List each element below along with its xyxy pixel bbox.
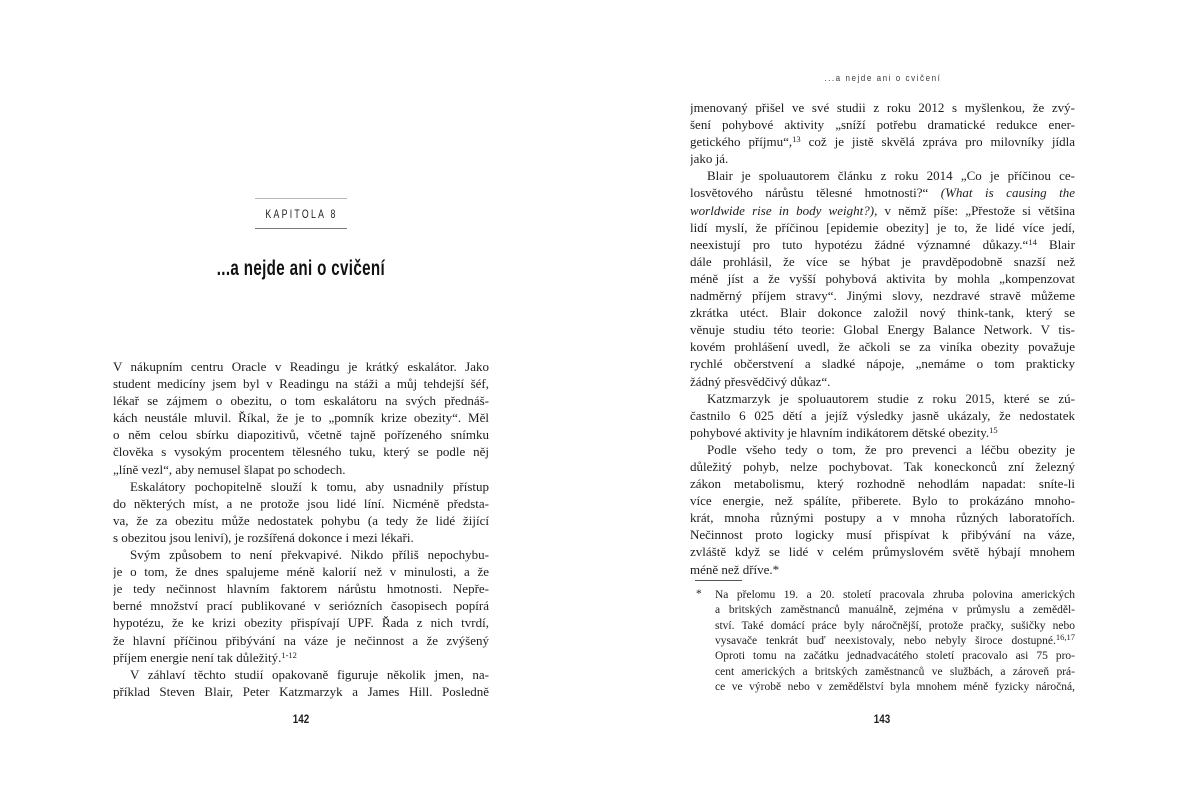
text-line: že hlavní příčinou přibývání na váze je nečinnost a že zvýšený xyxy=(113,632,489,648)
text-line: žádný přesvědčivý důkaz“. xyxy=(690,373,831,389)
running-header: ...a nejde ani o cvičení xyxy=(823,73,942,84)
text-line: dále prohlásil, že více se hýbat je pravděpodobně snazší než xyxy=(690,253,1075,269)
text-line: lidí myslí, že příčinou [epidemie obezity] je to, že lidé více jedí, xyxy=(690,219,1075,235)
text-line: Eskalátory pochopitelně slouží k tomu, aby usnadnily přístup xyxy=(130,478,489,494)
text-line: kách neustále mluvil. Říkal, že je to „pomník krize obezity“. Měl xyxy=(113,410,489,426)
left-page xyxy=(113,0,489,800)
text-line: Na přelomu 19. a 20. století pracovala zhruba polovina amerických xyxy=(715,589,1075,601)
text-line: zkrátka utéct. Blair dokonce založil nový think-tank, který se xyxy=(690,305,1075,321)
text-line: berné množství prací publikované v seriózních časopisech popírá xyxy=(113,598,489,614)
text-line: Katzmarzyk je spoluautorem studie z roku 2015, které se zú- xyxy=(707,390,1075,406)
page-number-left: 142 xyxy=(292,712,310,726)
page-number-right-wrap xyxy=(690,710,1075,728)
text-line: nadměrný příjem stravy“. Jinými slovy, nezdravé stravě můžeme xyxy=(690,288,1075,304)
text-line: o něm celou sbírku diapozitivů, včetně tajně pořízeného snímku xyxy=(113,427,489,443)
page-number-left-wrap xyxy=(113,710,489,728)
chapter-kicker-label-wrap xyxy=(113,199,489,228)
footnote-marker: * xyxy=(696,588,702,600)
text-line: příklad Steven Blair, Peter Katzmarzyk a James Hill. Posledně xyxy=(113,683,489,699)
text-line: va, že za obezitu může nedostatek pohybu (a tedy že lidé žijící xyxy=(113,512,489,528)
text-line: Blair je spoluautorem článku z roku 2014 „Co je příčinou ce- xyxy=(707,168,1075,184)
text-line: pohybové aktivity je hlavním indikátorem dětské obezity.$^{15}$ xyxy=(690,424,998,440)
text-line: důležitý pohyb, nelze pochybovat. Tak koneckonců zní železný xyxy=(690,458,1075,474)
text-line: V nákupním centru Oracle v Readingu je krátký eskalátor. Jako xyxy=(113,359,489,374)
text-line: věnuje studiu této teorie: Global Energy Balance Network. V tis- xyxy=(690,322,1075,338)
text-line: ce ve výrobě nebo v zemědělství byla mnohem méně fyzicky náročná, xyxy=(715,680,1075,693)
text-line: méně jíst a že vyšší pohybová aktivita by mohla „kompenzovat xyxy=(690,270,1075,286)
footnote-rule xyxy=(695,580,742,581)
text-line: méně než dříve.* xyxy=(690,561,780,577)
text-line: častnilo 6 025 dětí a jejíž výsledky jasně ukázaly, že nedostatek xyxy=(690,407,1075,423)
text-line: cent amerických a britských zaměstnanců ve službách, a zároveň prá- xyxy=(715,665,1075,678)
text-line: jako já. xyxy=(690,151,729,167)
text-line: Podle všeho tedy o tom, že pro prevenci a léčbu obezity je xyxy=(707,441,1075,457)
left-page-body xyxy=(113,358,489,700)
text-line: lékař se zájmem o obezitu, o tom eskalátoru na svých přednáš- xyxy=(113,393,489,409)
text-line: Nečinnost proto logicky musí přispívat k přibývání na váze, xyxy=(690,527,1075,543)
text-line: losvětového nárůstu tělesné hmotnosti?“ (What is causing the xyxy=(690,185,1075,201)
chapter-title: ...a nejde ani o cvičení xyxy=(216,257,386,280)
text-line: jmenovaný přišel ve své studii z roku 2012 s myšlenkou, že zvý- xyxy=(690,100,1075,115)
text-line: neexistují pro tuto hypotézu žádné významné důkazy.“$^{14}$ Blair xyxy=(690,236,1075,252)
text-line: worldwide rise in body weight?), v němž píše: „Přestože si většina xyxy=(690,202,1075,218)
text-line: je o tom, že dnes spalujeme méně kalorií než v minulosti, a že xyxy=(113,564,489,580)
page-number-right: 143 xyxy=(874,712,891,726)
text-line: ství. Také domácí práce byly náročnější, protože pračky, sušičky nebo xyxy=(715,619,1075,632)
text-line: zvláště když se lidé v celém průmyslovém světě hýbají mnohem xyxy=(690,544,1075,560)
text-line: příjem energie není tak důležitý.$^{1-12}$ xyxy=(113,649,297,665)
text-line: a britských zaměstnanců manuálně, zejména v průmyslu a zeměděl- xyxy=(715,604,1075,617)
chapter-title-wrap xyxy=(113,246,489,283)
text-line: člověka s vysokým procentem tělesného tuku, který se podle něj xyxy=(113,444,489,460)
right-page-body xyxy=(690,99,1075,578)
text-line: Svým způsobem to není překvapivé. Nikdo příliš nepochybu- xyxy=(130,547,489,563)
text-line: s obezitou jsou leniví), je rozšířená dokonce i mezi lékaři. xyxy=(113,529,414,545)
text-line: getického příjmu“,$^{13}$ což je jistě skvělá zpráva pro milovníky jídla xyxy=(690,134,1075,150)
text-line: Oproti tomu na začátku jednadvacátého století pracovalo asi 75 pro- xyxy=(715,650,1075,663)
text-line: „líně vezl“, aby nemusel šlapat po schodech. xyxy=(113,461,346,477)
text-line: do některých míst, a ne protože jsou lidé líní. Nicméně předsta- xyxy=(113,495,489,511)
text-line: zákon metabolismu, který rozhodně nehodlám napadat: sníte-li xyxy=(690,476,1075,492)
text-line: krát, mnoha různými postupy a v mnoha různých laboratořích. xyxy=(690,510,1075,526)
chapter-kicker-label: KAPITOLA 8 xyxy=(264,209,338,221)
text-line: vysavače tenkrát buď neexistovaly, nebo nebyly široce dostupné.$^{16,17}$ xyxy=(715,633,1075,647)
text-line: šení pohybové aktivity „sníží potřebu dramatické redukce ener- xyxy=(690,117,1075,133)
text-line: hypotézu, že ke krizi obezity přispívají UPF. Řada z nich tvrdí, xyxy=(113,615,489,631)
text-line: kovém prohlášení uvedl, že ačkoli se za viníka obezity považuje xyxy=(690,339,1075,355)
running-header-wrap xyxy=(690,68,1075,86)
text-line: více energie, než spálíte, přiberete. Bylo to prokázáno mnoho- xyxy=(690,493,1075,509)
text-line: student medicíny jsem byl v Readingu na stáži a můj tehdejší šéf, xyxy=(113,376,489,392)
footnote-text xyxy=(715,588,1075,695)
right-page xyxy=(690,0,1075,800)
footnote xyxy=(690,580,1075,695)
text-line: rychlé občerstvení a sladké nápoje, „nemáme o tom prakticky xyxy=(690,356,1075,372)
text-line: je tedy nečinnost hlavním faktorem nárůstu hmotnosti. Nepře- xyxy=(113,581,489,597)
chapter-kicker xyxy=(113,198,489,229)
text-line: V záhlaví těchto studií opakovaně figuruje několik jmen, na- xyxy=(130,666,489,682)
